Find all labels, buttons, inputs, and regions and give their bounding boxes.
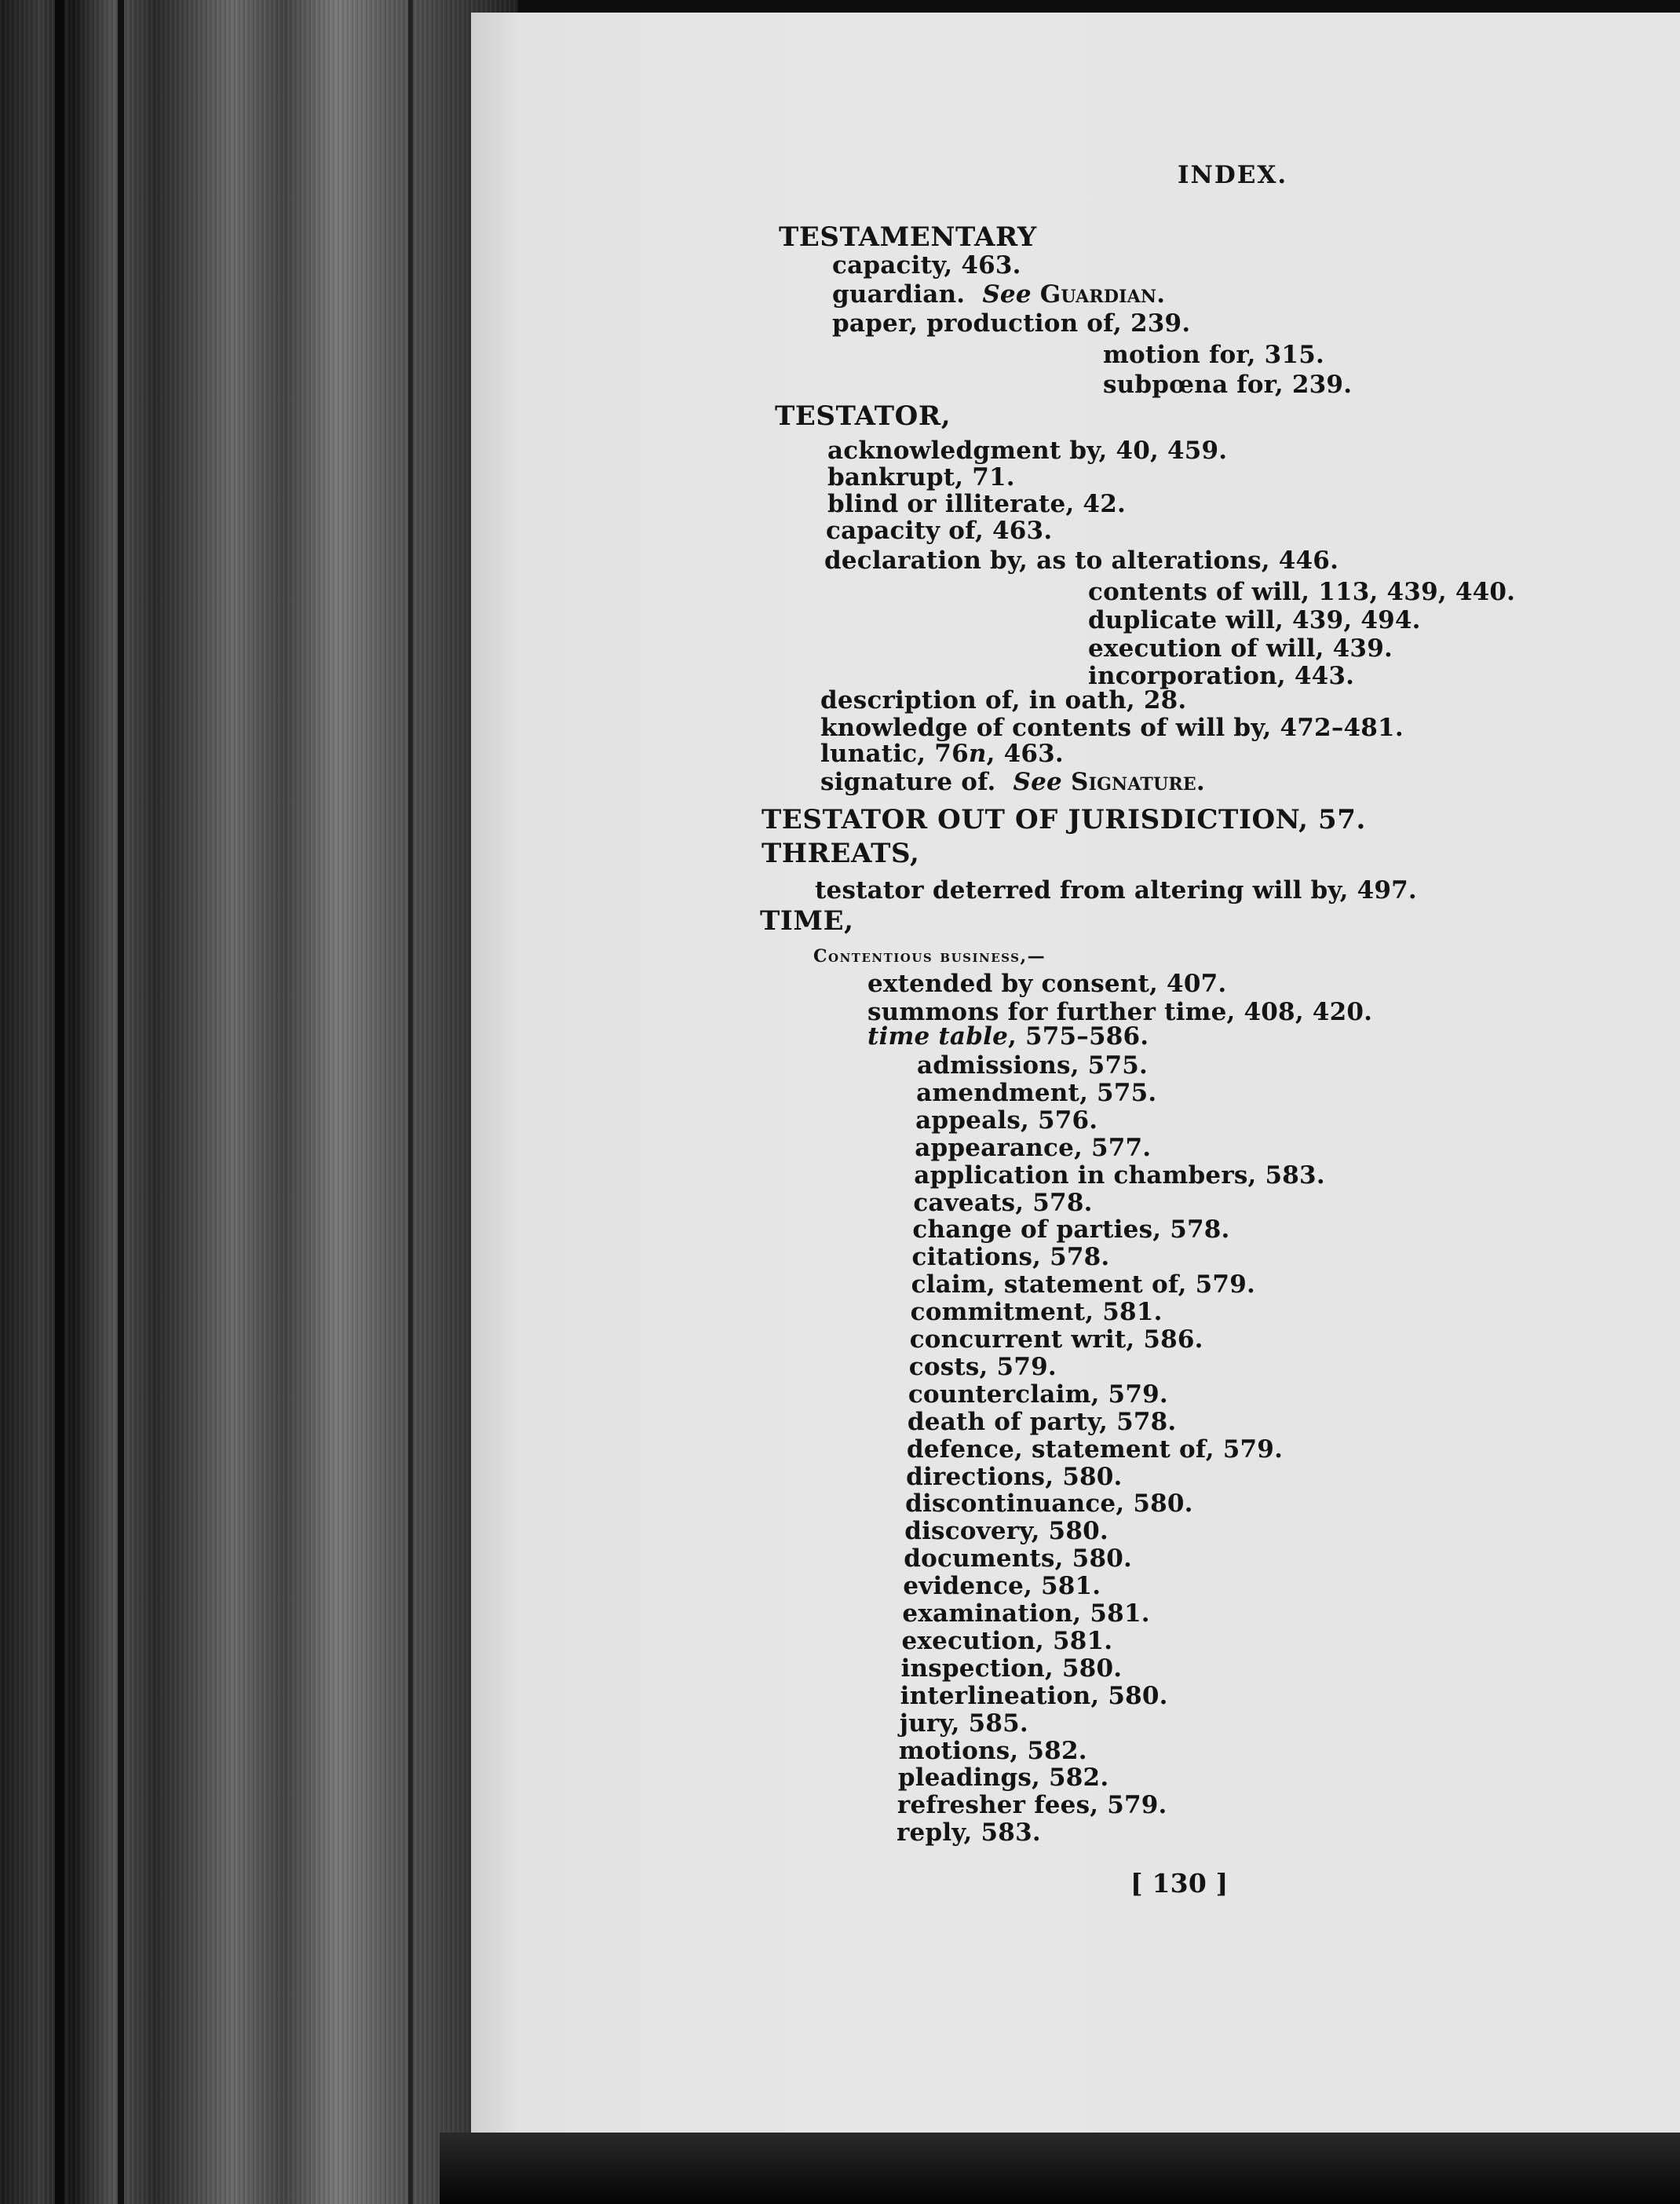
subentry: description of, in oath, 28.	[820, 686, 1187, 715]
time-table-item: amendment, 575.	[916, 1078, 1157, 1107]
subheading-contentious-business: Contentious business,—	[813, 946, 1046, 967]
note-marker: n	[968, 740, 987, 768]
time-table-item: claim, statement of, 579.	[911, 1270, 1255, 1299]
subentry-text: lunatic, 76	[820, 740, 969, 768]
cross-reference: Guardian.	[1039, 280, 1166, 309]
time-table-item: appearance, 577.	[915, 1133, 1152, 1162]
subentry-time-table	[867, 1022, 1149, 1051]
entry-heading-testator-out-of-jurisdiction: TESTATOR OUT OF JURISDICTION, 57.	[761, 804, 1366, 835]
subentry-signature	[820, 768, 1205, 796]
time-table-item: jury, 585.	[899, 1709, 1028, 1738]
see-reference-word: See	[982, 280, 1032, 309]
subentry: extended by consent, 407.	[867, 970, 1227, 998]
cross-reference: Signature.	[1070, 768, 1205, 796]
subentry-text: guardian.	[832, 280, 966, 309]
subentry: contents of will, 113, 439, 440.	[1088, 578, 1516, 606]
time-table-item: concurrent writ, 586.	[909, 1325, 1203, 1354]
time-table-item: motions, 582.	[898, 1736, 1087, 1765]
time-table-item: citations, 578.	[911, 1243, 1110, 1272]
page-number: [ 130 ]	[1130, 1868, 1229, 1899]
subentry: bankrupt, 71.	[827, 463, 1015, 492]
time-table-item: evidence, 581.	[903, 1572, 1101, 1601]
time-table-item: inspection, 580.	[900, 1654, 1123, 1683]
book-page-edges	[0, 0, 518, 2204]
time-table-item: counterclaim, 579.	[908, 1380, 1168, 1409]
subentry-guardian	[832, 280, 1165, 309]
subentry-text: , 463.	[986, 740, 1064, 768]
time-table-item: pleadings, 582.	[897, 1764, 1109, 1793]
time-table-item: reply, 583.	[897, 1818, 1041, 1848]
subentry: duplicate will, 439, 494.	[1088, 606, 1421, 634]
entry-heading-testator: TESTATOR,	[775, 400, 951, 432]
subentry: subpœna for, 239.	[1103, 371, 1353, 399]
time-table-item: discovery, 580.	[904, 1517, 1108, 1546]
time-table-item: application in chambers, 583.	[914, 1160, 1325, 1190]
subentry: incorporation, 443.	[1088, 662, 1355, 690]
time-table-item: interlineation, 580.	[900, 1681, 1168, 1710]
italic-label: time table	[867, 1022, 1008, 1051]
subentry: paper, production of, 239.	[832, 309, 1191, 338]
subentry: knowledge of contents of will by, 472–481.	[820, 714, 1404, 742]
subentry: declaration by, as to alterations, 446.	[824, 546, 1339, 575]
entry-heading-time: TIME,	[760, 905, 854, 937]
subentry: blind or illiterate, 42.	[827, 490, 1126, 518]
subentry: motion for, 315.	[1103, 341, 1324, 369]
time-table-item: refresher fees, 579.	[897, 1791, 1167, 1820]
entry-heading-threats: THREATS,	[761, 838, 920, 869]
time-table-item: defence, statement of, 579.	[907, 1435, 1284, 1464]
time-table-item: documents, 580.	[904, 1544, 1132, 1574]
edge-groove	[55, 0, 64, 2204]
subentry: capacity of, 463.	[826, 517, 1053, 545]
time-table-item: directions, 580.	[906, 1462, 1123, 1491]
subentry: execution of will, 439.	[1088, 634, 1393, 663]
time-table-item: admissions, 575.	[917, 1051, 1148, 1080]
time-table-item: examination, 581.	[902, 1599, 1150, 1628]
time-table-item: caveats, 578.	[913, 1188, 1093, 1217]
time-table-item: commitment, 581.	[910, 1298, 1163, 1327]
subentry-lunatic	[820, 740, 1064, 768]
edge-groove	[408, 0, 413, 2204]
page-bottom-shadow	[440, 2133, 1680, 2204]
time-table-item: death of party, 578.	[907, 1407, 1177, 1436]
time-table-item: costs, 579.	[908, 1352, 1057, 1381]
time-table-item: change of parties, 578.	[912, 1215, 1230, 1245]
subentry-text: signature of.	[820, 768, 996, 796]
subentry: summons for further time, 408, 420.	[867, 998, 1373, 1026]
subentry: acknowledgment by, 40, 459.	[827, 437, 1228, 465]
subentry: capacity, 463.	[832, 251, 1021, 280]
subentry: testator deterred from altering will by, 497.	[815, 876, 1417, 905]
time-table-item: appeals, 576.	[915, 1106, 1098, 1135]
see-reference-word: See	[1013, 768, 1062, 796]
entry-heading-testamentary: TESTAMENTARY	[779, 221, 1037, 253]
running-head: INDEX.	[1178, 161, 1288, 189]
edge-groove	[118, 0, 124, 2204]
time-table-item: execution, 581.	[901, 1626, 1113, 1655]
subentry-text: , 575–586.	[1008, 1022, 1149, 1051]
time-table-item: discontinuance, 580.	[905, 1489, 1193, 1519]
